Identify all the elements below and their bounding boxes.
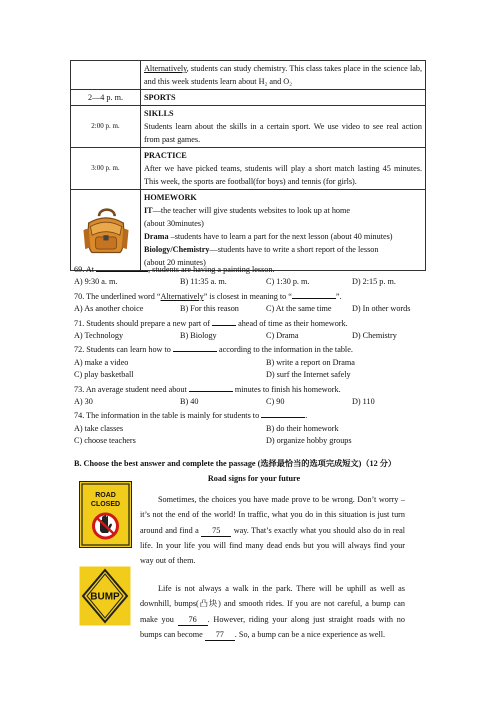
schoolbag-icon (80, 204, 132, 256)
option[interactable]: A) Technology (74, 331, 124, 341)
options-row (74, 423, 434, 435)
activity-cell (141, 106, 426, 148)
option[interactable]: C) 90 (266, 397, 285, 407)
options-row (74, 357, 434, 369)
option[interactable]: C) 1:30 p. m. (266, 277, 310, 287)
passage-paragraph-1: Sometimes, the choices you have made prove to be wrong. Don’t worry – it’s not the end of the world! In traffic, what you do in this situation is just turn around and find a 75 way. That’s exactly what you should also do in real life. In your life you will find many dead ends but you will always find your way out of them. (140, 495, 405, 565)
option[interactable]: C) At the same time (266, 304, 332, 314)
gap-77[interactable]: 77 (205, 630, 235, 641)
gap-75[interactable]: 75 (201, 526, 231, 537)
road-closed-sign (79, 481, 132, 548)
homework-line: IT—the teacher will give students websites to look up at home (144, 206, 351, 215)
question-stem: 71. Students should prepare a new part of ahead of time as their homework. (74, 316, 434, 330)
option[interactable]: B) For this reason (180, 304, 239, 314)
option[interactable]: D) 110 (352, 397, 375, 407)
underlined-word: Alternatively (144, 64, 187, 73)
options-row (74, 369, 434, 381)
homework-line: (about 20 minutes) (144, 258, 206, 267)
option[interactable]: A) 9:30 a. m. (74, 277, 118, 287)
option[interactable]: B) do their homework (266, 423, 339, 433)
activity-text: After we have picked teams, students will play a short match lasting 45 minutes. This week, the sports are football(for boys) and tennis (for girls). (144, 164, 422, 186)
passage-paragraph-2: Life is not always a walk in the park. There will be uphill as well as downhill, bumps(凸块) and smooth rides. If you are not careful, a bump can make you 76 . However, riding your along just straight roads with no bumps can become 77 . So, a bump can be a nice experience as well. (140, 584, 405, 639)
time-cell: 3:00 p. m. (71, 148, 141, 190)
answer-blank[interactable] (96, 262, 148, 272)
answer-blank[interactable] (261, 408, 305, 418)
option[interactable]: A) make a video (74, 357, 129, 367)
option[interactable]: C) choose teachers (74, 436, 136, 446)
question-stem: 69. At , students are having a painting lesson. (74, 262, 434, 276)
option[interactable]: D) surf the Internet safely (266, 370, 351, 380)
options-row (74, 330, 434, 342)
option[interactable]: B) 40 (180, 397, 199, 407)
option[interactable]: D) In other words (352, 304, 411, 314)
table-row (71, 148, 426, 190)
options-row (74, 435, 434, 447)
activity-heading: SPORTS (141, 90, 426, 106)
activity-cell (141, 148, 426, 190)
activity-heading: HOMEWORK (144, 193, 197, 202)
options-row (74, 276, 434, 288)
answer-blank[interactable] (189, 382, 233, 392)
activity-heading: PRACTICE (144, 151, 187, 160)
question-stem: 74. The information in the table is mainly for students to . (74, 408, 434, 422)
question-stem: 70. The underlined word “Alternatively” is closest in meaning to “ ”. (74, 289, 434, 303)
homework-line: (about 30minutes) (144, 219, 204, 228)
table-row (71, 61, 426, 90)
options-row (74, 303, 434, 315)
bump-sign (79, 566, 131, 626)
table-row (71, 190, 426, 271)
activity-text: , students can study chemistry. This class takes place in the science lab, and this week students learn about H₂ and O₂ (144, 64, 422, 86)
table-row (71, 106, 426, 148)
no-entry-hand-icon (94, 514, 118, 538)
option[interactable]: A) 30 (74, 397, 93, 407)
time-cell: 2—4 p. m. (71, 90, 141, 106)
option[interactable]: C) play basketball (74, 370, 134, 380)
option[interactable]: A) take classes (74, 423, 124, 433)
schedule-table (70, 60, 426, 271)
question-stem: 72. Students can learn how to according to the information in the table. (74, 342, 434, 356)
option[interactable]: D) 2:15 p. m. (352, 277, 396, 287)
activity-text: Students learn about the skills in a certain sport. We use video to see real action from past games. (144, 122, 422, 144)
gap-76[interactable]: 76 (178, 615, 208, 626)
section-title: B. Choose the best answer and complete the passage (选择最恰当的选项完成短文)（12 分） (74, 459, 397, 468)
sign-closed-text: CLOSED (90, 501, 121, 508)
questions-block (74, 262, 434, 448)
answer-blank[interactable] (292, 289, 336, 299)
option[interactable]: A) As another choice (74, 304, 144, 314)
time-cell (71, 61, 141, 90)
option[interactable]: D) Chemistry (352, 331, 397, 341)
option[interactable]: D) organize hobby groups (266, 436, 352, 446)
question-stem: 73. An average student need about minutes to finish his homework. (74, 382, 434, 396)
option[interactable]: B) write a report on Drama (266, 357, 355, 367)
time-cell: 2:00 p. m. (71, 106, 141, 148)
activity-heading: SIKLLS (144, 109, 174, 118)
table-row (71, 90, 426, 106)
option[interactable]: C) Drama (266, 331, 299, 341)
passage-title: Road signs for your future (207, 474, 301, 483)
answer-blank[interactable] (212, 316, 236, 326)
answer-blank[interactable] (173, 342, 217, 352)
option[interactable]: B) 11:35 a. m. (180, 277, 227, 287)
activity-cell (141, 61, 426, 90)
homework-line: Biology/Chemistry—students have to write a short report of the lesson (144, 245, 379, 254)
sign-road-text: ROAD (95, 492, 116, 499)
sign-bump-text: BUMP (90, 591, 120, 603)
homework-cell (141, 190, 426, 271)
homework-line: Drama –students have to learn a part for the next lesson (about 40 minutes) (144, 232, 393, 241)
option[interactable]: B) Biology (180, 331, 217, 341)
options-row (74, 396, 434, 408)
icon-cell (71, 190, 141, 271)
